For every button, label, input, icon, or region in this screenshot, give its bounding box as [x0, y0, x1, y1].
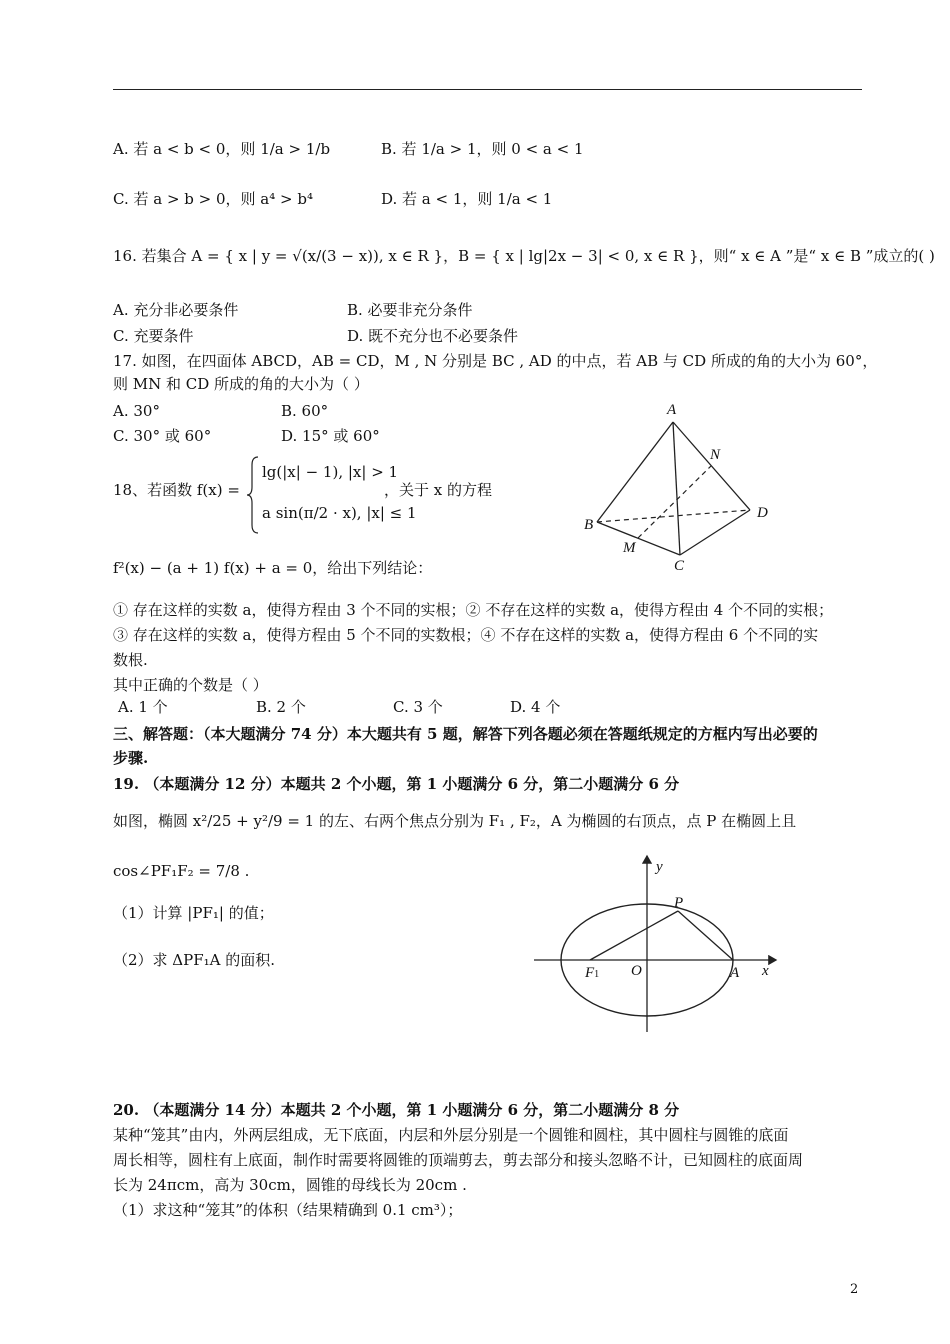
q17-option-c: C. 30° 或 60° [113, 427, 212, 445]
q20-line2: 周长相等，圆柱有上底面，制作时需要将圆锥的顶端剪去，剪去部分和接头忽略不计，已知圆柱的底面周 [113, 1151, 804, 1169]
q17-option-d: D. 15° 或 60° [281, 427, 380, 445]
tetra-label-d: D [757, 505, 768, 521]
tetra-label-a: A [667, 402, 677, 418]
edge-ab [597, 422, 673, 522]
q18-option-c: C. 3 个 [393, 698, 443, 716]
q15-option-d: D. 若 a < 1，则 1/a < 1 [381, 190, 553, 208]
q19-header: 19. （本题满分 12 分）本题共 2 个小题，第 1 小题满分 6 分，第二小题满分 6 分 [113, 775, 680, 793]
tetra-label-c: C [674, 558, 685, 574]
edge-cd [680, 510, 750, 555]
section3-line1: 三、解答题：（本大题满分 74 分）本大题共有 5 题，解答下列各题必须在答题纸规定的方框内写出必要的 [113, 725, 818, 743]
q18-intro: 18、若函数 f(x) = [113, 481, 240, 499]
q20-line3: 长为 24πcm，高为 30cm，圆锥的母线长为 20cm . [113, 1176, 467, 1194]
q18-line3: ① 存在这样的实数 a，使得方程由 3 个不同的实根；② 不存在这样的实数 a，使得方程由 4 个不同的实根； [113, 601, 834, 619]
ellipse-label-p: P [674, 895, 684, 911]
q18-option-b: B. 2 个 [256, 698, 306, 716]
segment-mn-hidden [638, 466, 711, 538]
q17-line1: 17. 如图，在四面体 ABCD，AB = CD，M , N 分别是 BC , AD 的中点，若 AB 与 CD 所成的角的大小为 60°， [113, 352, 878, 370]
q17-option-a: A. 30° [113, 402, 160, 420]
tetrahedron-figure [590, 400, 780, 580]
ellipse-label-f1: F1 [585, 965, 600, 981]
q18-option-d: D. 4 个 [510, 698, 561, 716]
tetra-label-b: B [584, 517, 594, 533]
edge-ac [673, 422, 680, 555]
q20-header: 20. （本题满分 14 分）本题共 2 个小题，第 1 小题满分 6 分，第二小题满分 8 分 [113, 1101, 680, 1119]
ellipse-label-x: x [762, 963, 769, 979]
q15-option-a: A. 若 a < b < 0，则 1/a > 1/b [113, 140, 331, 158]
q15-option-c: C. 若 a > b > 0，则 a⁴ > b⁴ [113, 190, 313, 208]
ellipse-label-o: O [631, 963, 642, 979]
segment-f1p [590, 911, 678, 960]
tetra-label-n: N [710, 447, 721, 463]
q19-line1: 如图，椭圆 x²/25 + y²/9 = 1 的左、右两个焦点分别为 F₁ , F₂，A 为椭圆的右顶点，点 P 在椭圆上且 [113, 812, 797, 830]
q18-line5: 数根. [113, 651, 148, 669]
q16-option-c: C. 充要条件 [113, 327, 194, 345]
piecewise-brace [246, 455, 260, 535]
q17-line2: 则 MN 和 CD 所成的角的大小为（ ） [113, 375, 369, 393]
q20-line1: 某种“笼其”由内，外两层组成，无下底面，内层和外层分别是一个圆锥和圆柱，其中圆柱与圆锥的底面 [113, 1126, 789, 1144]
ellipse-label-a: A [730, 965, 740, 981]
q18-option-a: A. 1 个 [118, 698, 168, 716]
q15-option-b: B. 若 1/a > 1，则 0 < a < 1 [381, 140, 584, 158]
q18-case2: a sin(π/2 · x), |x| ≤ 1 [262, 504, 417, 522]
q18-case1: lg(|x| − 1), |x| > 1 [262, 463, 399, 481]
q18-after: ，关于 x 的方程 [384, 481, 492, 499]
q16-option-a: A. 充分非必要条件 [113, 301, 239, 319]
edge-bd-hidden [597, 510, 750, 522]
page-number: 2 [850, 1282, 859, 1297]
q19-line2: cos∠PF₁F₂ = 7/8 . [113, 862, 250, 880]
q16-stem: 16. 若集合 A = { x | y = √(x/(3 − x)), x ∈ R }，B = { x | lg|2x − 3| < 0, x ∈ R }，则“ x ∈ A ”是“ x ∈ B ”成立的( ) [113, 247, 935, 265]
ellipse-label-y: y [656, 859, 663, 875]
q19-part1: （1）计算 |PF₁| 的值； [113, 904, 274, 922]
q18-line4: ③ 存在这样的实数 a，使得方程由 5 个不同的实数根；④ 不存在这样的实数 a，使得方程由 6 个不同的实 [113, 626, 819, 644]
q17-option-b: B. 60° [281, 402, 329, 420]
q19-part2: （2）求 ΔPF₁A 的面积. [113, 951, 276, 969]
q18-question: 其中正确的个数是（ ） [113, 676, 268, 694]
tetra-label-m: M [623, 540, 636, 556]
edge-ad [673, 422, 750, 510]
edge-bc [597, 522, 680, 555]
q20-part1: （1）求这种“笼其”的体积（结果精确到 0.1 cm³）； [113, 1201, 463, 1219]
ellipse-figure [530, 850, 780, 1040]
header-rule [113, 89, 862, 90]
q16-option-d: D. 既不充分也不必要条件 [347, 327, 519, 345]
q18-equation: f²(x) − (a + 1) f(x) + a = 0，给出下列结论： [113, 559, 433, 577]
section3-line2: 步骤. [113, 749, 149, 767]
q16-option-b: B. 必要非充分条件 [347, 301, 473, 319]
